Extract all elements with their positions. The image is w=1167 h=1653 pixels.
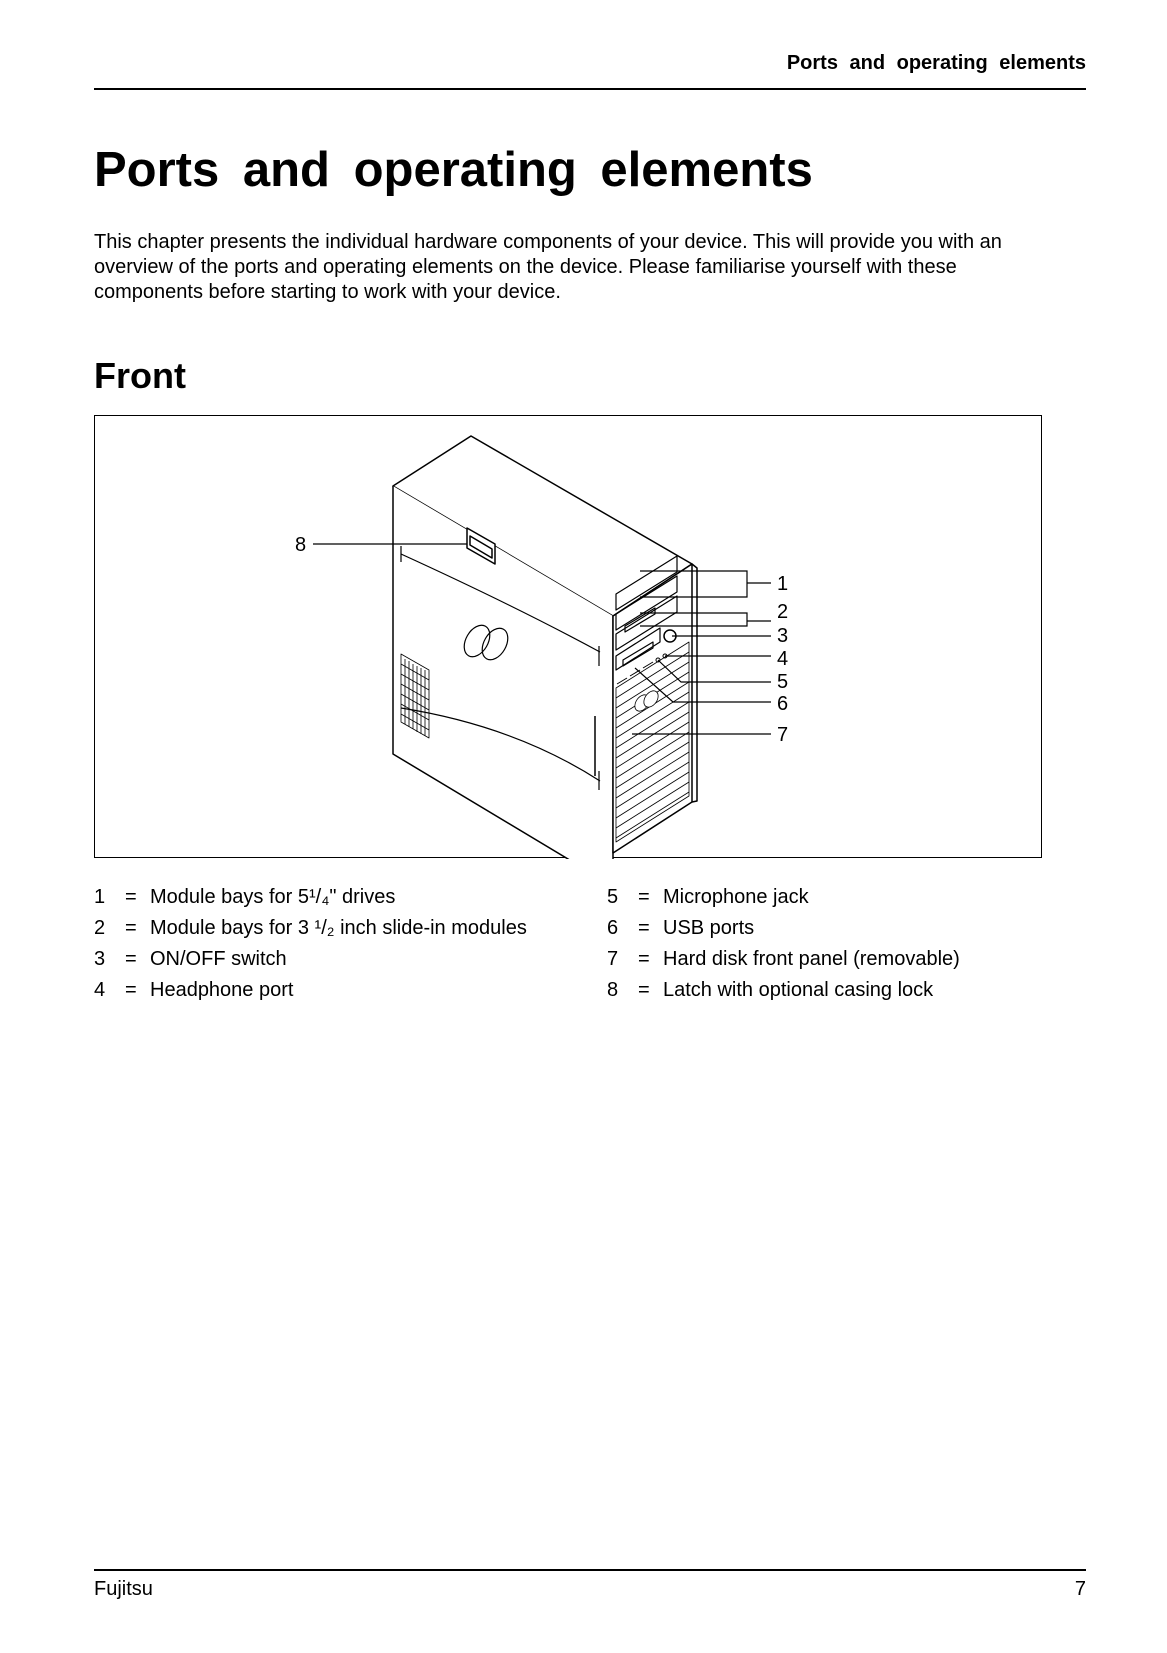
legend-left [94,886,574,1010]
legend-item [94,948,574,979]
intro-paragraph: This chapter presents the individual hardware components of your device. This will provide you with an overview of the ports and operating elements on the device. Please familiarise yourself with these components before starting to work with your device. [94,231,1002,303]
legend-item [94,979,574,1010]
legend-number: 3 [94,948,106,970]
callout-1: 1 [777,573,789,595]
footer-brand: Fujitsu [94,1578,153,1600]
legend-item [607,979,1067,1010]
legend-equals: = [125,948,137,970]
callout-3: 3 [777,625,789,647]
page-number: 7 [1074,1578,1086,1600]
legend-text: Module bays for 3 ¹/₂ inch slide-in modules [150,917,527,939]
callout-8: 8 [295,534,307,556]
footer-rule [94,1569,1086,1571]
legend-item [94,917,574,948]
legend-equals: = [638,886,650,908]
legend-number: 6 [607,917,619,939]
legend-item [607,948,1067,979]
tower-pc-illustration [95,416,1043,859]
legend-equals: = [638,917,650,939]
legend-text: Hard disk front panel (removable) [663,948,960,970]
legend-number: 4 [94,979,106,1001]
legend-equals: = [638,948,650,970]
legend-equals: = [638,979,650,1001]
legend-right [607,886,1067,1010]
callout-4: 4 [777,648,789,670]
legend-equals: = [125,917,137,939]
header-rule [94,88,1086,90]
legend-item [94,886,574,917]
page-title: Ports and operating elements [94,143,813,197]
section-title-front: Front [94,355,186,396]
legend-number: 1 [94,886,106,908]
legend-equals: = [125,979,137,1001]
front-view-figure [94,415,1042,858]
callout-5: 5 [777,671,789,693]
callout-6: 6 [777,693,789,715]
legend-text: Headphone port [150,979,294,1001]
legend-text: Latch with optional casing lock [663,979,934,1001]
legend-text: ON/OFF switch [150,948,287,970]
running-header: Ports and operating elements [786,52,1086,74]
legend-text: Microphone jack [663,886,809,908]
callout-7: 7 [777,724,789,746]
legend-equals: = [125,886,137,908]
callout-2: 2 [777,601,789,623]
legend-number: 7 [607,948,619,970]
legend-number: 2 [94,917,106,939]
legend-item [607,917,1067,948]
legend-text: Module bays for 5¹/₄" drives [150,886,396,908]
legend-number: 8 [607,979,619,1001]
legend-text: USB ports [663,917,755,939]
legend-number: 5 [607,886,619,908]
legend-item [607,886,1067,917]
